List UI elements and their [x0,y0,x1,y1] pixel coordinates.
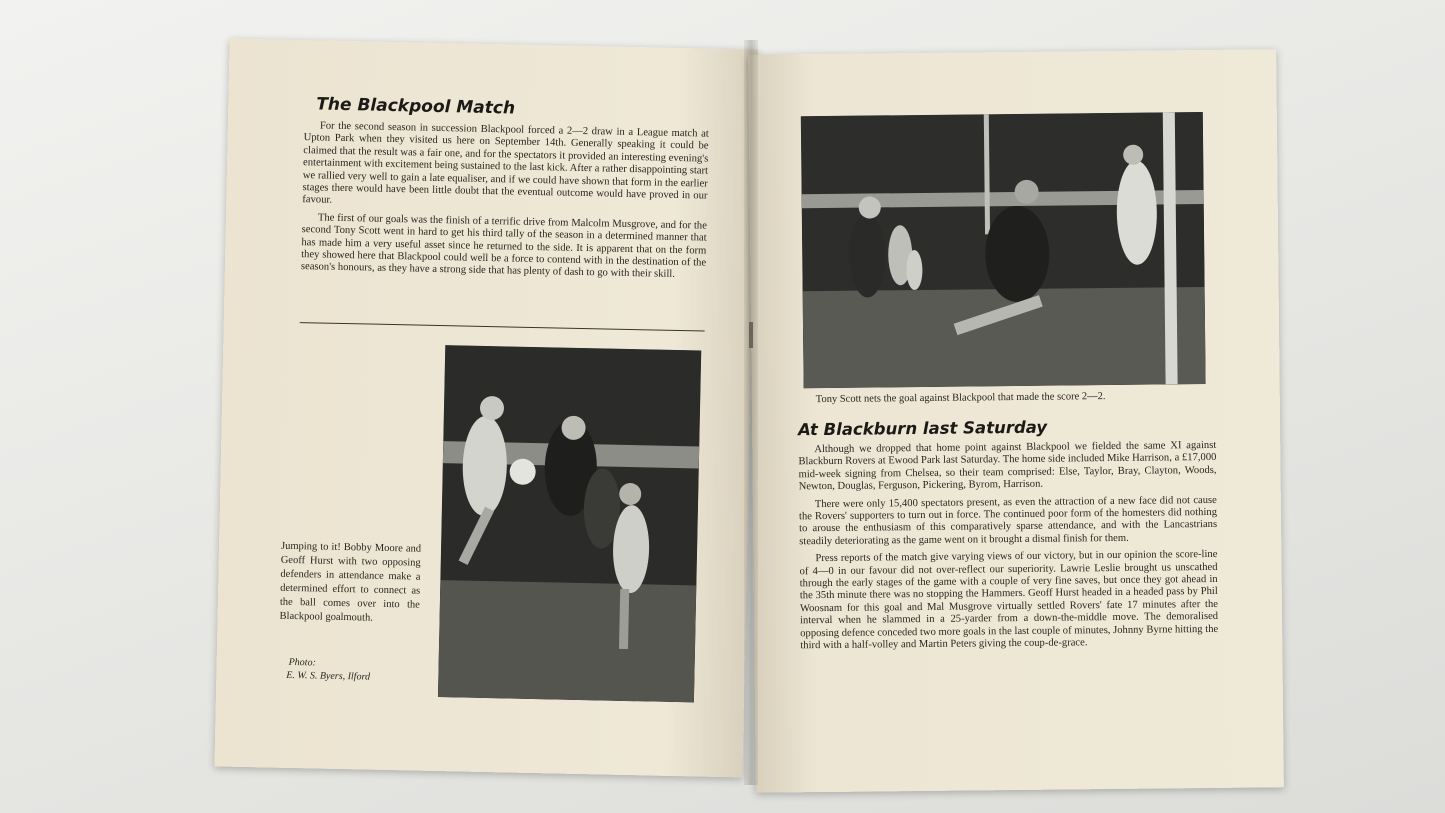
article-paragraph: Although we dropped that home point against Blackpool we fielded the same XI against Blackburn Rovers at Ewood Park last Saturday. The home side included Mike Harrison, a £17,000 mid-week signing from Chelsea, so their team comprised: Else, Taylor, Bray, Clayton, Woods, Newton, Douglas, Ferguson, Pickering, Byrom, Harrison. [798,439,1217,493]
staple [749,322,753,348]
article-paragraph: There were only 15,400 spectators present, as even the attraction of a new face did not cause the Rovers' supporters to turn out in force. The continued poor form of the homesters did nothing to arouse the enthusiasm of this comparatively sparse attendance, and with the Lancastrians steadily deteriorating as the game went on it brought a dismal finish for them. [798,494,1218,548]
blackburn-heading: At Blackburn last Saturday [797,417,1048,440]
photo-credit-name: E. W. S. Byers, Ilford [286,669,371,683]
article-paragraph: For the second season in succession Blackpool forced a 2—2 draw in a League match at Upton Park when they visited us here on September 14th. Generally speaking it could be claimed that the result was a fair one, and for the spectators it provided an interesting evening's entertainment with excitement being sustained to the last kick. After a rather disappointing start we rallied very well to gain a late equaliser, and if we could have shown that form in the earlier stages there would have been little doubt that the eventual outcome would have proved in our favour. [302,120,709,207]
photo-credit [278,656,429,685]
photo-credit-label: Photo: [288,656,316,669]
photo-jumping-image [438,345,701,702]
right-page [748,49,1284,792]
article-paragraph: The first of our goals was the finish of a terrific drive from Malcolm Musgrove, and for the second Tony Scott went in hard to get his third tally of the season in a determined manner that has made him a very useful asset since he returned to the side. It is apparent that on the form they showed here that Blackpool could well be a force to contend with in the destination of the season's honours, as they have a strong side that has plenty of dash to go with their skill. [300,212,707,281]
blackpool-match-article [301,120,709,287]
match-photo-goal [801,112,1206,388]
blackburn-article [798,440,1218,658]
booklet-spine [744,40,758,785]
article-paragraph: Press reports of the match give varying views of our victory, but in our opinion the score-line of 4—0 in our favour did not over-reflect our superiority. Lawrie Leslie brought us unscathed through the early stages of the game with a couple of very fine saves, but once they got ahead in the 35th minute there was no stopping the Hammers. Geoff Hurst headed in a headed pass by Phil Woosnam for this goal and Mal Musgrove virtually settled Rovers' fate 17 minutes after the interval when he slammed in a 25-yarder from a down-the-middle move. The demoralised opposing defence conceded two more goals in the last couple of minutes, Johnny Byrne hitting the third with a half-volley and Martin Peters giving the coup-de-grace. [799,549,1219,652]
jumping-photo-caption: Jumping to it! Bobby Moore and Geoff Hurst with two opposing defenders in attendance make a determined effort to connect as the ball comes over into the Blackpool goalmouth. [279,540,422,624]
section-divider [300,322,705,331]
left-page [214,39,757,778]
goal-photo-caption: Tony Scott nets the goal against Blackpool that made the score 2—2. [815,391,1106,406]
blackpool-match-heading: The Blackpool Match [316,94,516,119]
match-photo-jumping [438,345,701,702]
photo-goal-image [801,112,1206,388]
